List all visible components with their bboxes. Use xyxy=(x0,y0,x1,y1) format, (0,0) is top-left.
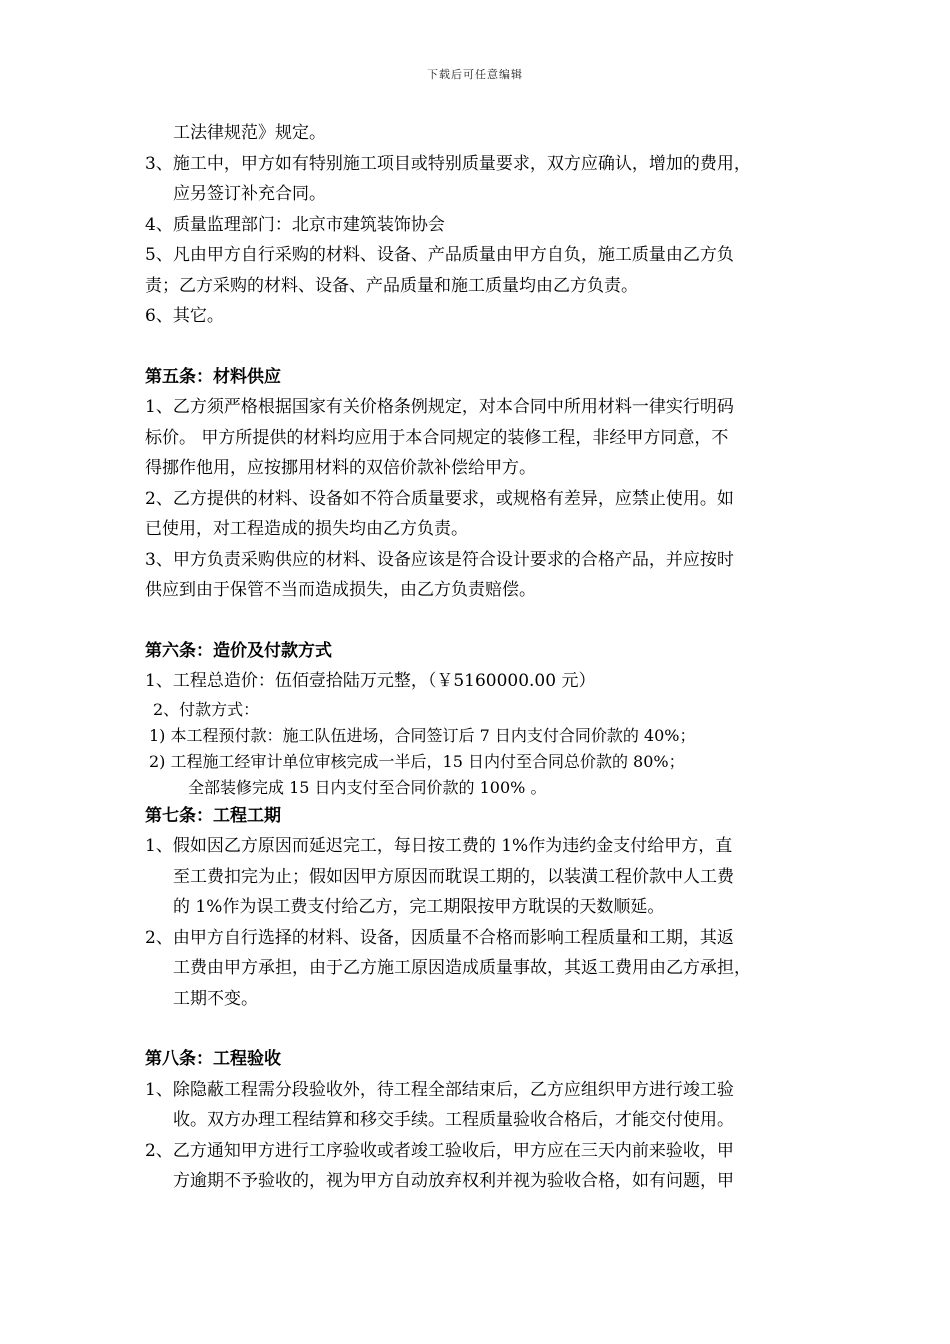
spacer xyxy=(145,606,825,636)
spacer xyxy=(145,332,825,362)
clause-line: 方逾期不予验收的，视为甲方自动放弃权利并视为验收合格，如有问题，甲 xyxy=(173,1171,734,1191)
clause-line: 已使用，对工程造成的损失均由乙方负责。 xyxy=(145,519,468,539)
clause-line: 得挪作他用，应按挪用材料的双倍价款补偿给甲方。 xyxy=(145,458,536,478)
clause-line: 2、乙方通知甲方进行工序验收或者竣工验收后，甲方应在三天内前来验收，甲 xyxy=(145,1140,734,1161)
clause-line: 工费由甲方承担，由于乙方施工原因造成质量事故，其返工费用由乙方承担， xyxy=(173,958,751,978)
clause-line: 2、付款方式： xyxy=(153,699,260,719)
clause-line: 1) 本工程预付款：施工队伍进场，合同签订后 7 日内支付合同价款的 40%； xyxy=(149,725,696,745)
clause-line: 工法律规范》规定。 xyxy=(173,123,326,143)
section-heading: 第八条：工程验收 xyxy=(145,1049,281,1069)
clause-line: 收。双方办理工程结算和移交手续。工程质量验收合格后，才能交付使用。 xyxy=(173,1110,734,1130)
clause-line: 2) 工程施工经审计单位审核完成一半后，15 日内付至合同总价款的 80%； xyxy=(149,751,685,771)
document-body xyxy=(145,118,825,1197)
section-heading: 第五条：材料供应 xyxy=(145,366,281,387)
clause-line: 6、其它。 xyxy=(145,306,224,326)
clause-line: 责；乙方采购的材料、设备、产品质量和施工质量均由乙方负责。 xyxy=(145,275,638,296)
clause-line: 的 1%作为误工费支付给乙方，完工期限按甲方耽误的天数顺延。 xyxy=(173,897,665,917)
clause-line: 1、假如因乙方原因而延迟完工，每日按工费的 1%作为违约金支付给甲方，直 xyxy=(145,836,733,856)
clause-line: 1、除隐蔽工程需分段验收外，待工程全部结束后，乙方应组织甲方进行竣工验 xyxy=(145,1079,734,1100)
spacer xyxy=(145,1014,825,1044)
clause-line: 标价。 甲方所提供的材料均应用于本合同规定的装修工程，非经甲方同意，不 xyxy=(145,427,729,448)
clause-line: 1、乙方须严格根据国家有关价格条例规定，对本合同中所用材料一律实行明码 xyxy=(145,397,734,417)
clause-line: 4、质量监理部门：北京市建筑装饰协会 xyxy=(145,214,445,235)
clause-line: 2、由甲方自行选择的材料、设备，因质量不合格而影响工程质量和工期，其返 xyxy=(145,927,734,948)
clause-line: 供应到由于保管不当而造成损失，由乙方负责赔偿。 xyxy=(145,580,536,600)
section-heading: 第七条：工程工期 xyxy=(145,805,281,826)
clause-line: 5、凡由甲方自行采购的材料、设备、产品质量由甲方自负，施工质量由乙方负 xyxy=(145,245,734,265)
clause-line: 1、工程总造价：伍佰壹拾陆万元整，（￥5160000.00 元） xyxy=(145,671,596,691)
clause-line: 应另签订补充合同。 xyxy=(173,184,326,204)
clause-line: 工期不变。 xyxy=(173,988,258,1009)
clause-line: 2、乙方提供的材料、设备如不符合质量要求，或规格有差异，应禁止使用。如 xyxy=(145,488,734,509)
clause-line: 全部装修完成 15 日内支付至合同价款的 100% 。 xyxy=(188,777,547,797)
page-header-note: 下载后可任意编辑 xyxy=(427,68,523,81)
clause-line: 3、甲方负责采购供应的材料、设备应该是符合设计要求的合格产品，并应按时 xyxy=(145,549,734,570)
clause-line: 3、施工中，甲方如有特别施工项目或特别质量要求，双方应确认，增加的费用， xyxy=(145,153,751,174)
clause-line: 至工费扣完为止；假如因甲方原因而耽误工期的，以装潢工程价款中人工费 xyxy=(173,866,734,887)
section-heading: 第六条：造价及付款方式 xyxy=(145,640,332,661)
